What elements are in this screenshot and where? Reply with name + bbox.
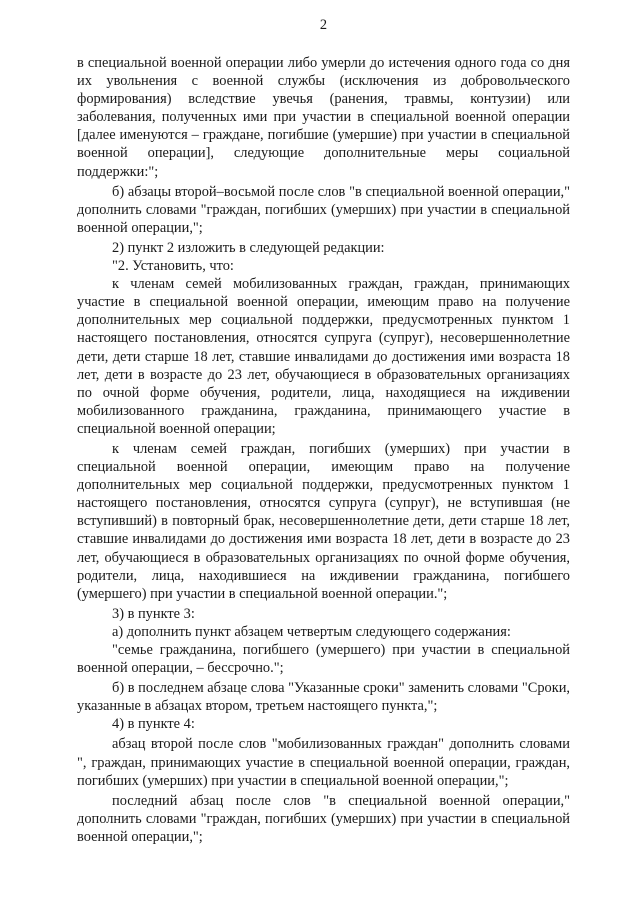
paragraph-item-3b: б) в последнем абзаце слова "Указанные сроки" заменить словами "Сроки, указанные в абзацах втором, третьем настоящего пункта,"; bbox=[77, 680, 570, 715]
paragraph-item-b: б) абзацы второй–восьмой после слов "в специальной военной операции," дополнить словами "граждан, погибших (умерших) при участии в специальной военной операции,"; bbox=[77, 183, 570, 236]
paragraph-item-3: 3) в пункте 3: bbox=[112, 605, 195, 622]
paragraph-item-4-last: последний абзац после слов "в специальной военной операции," дополнить словами "граждан, погибших (умерших) при участии в специальной военной операции,"; bbox=[77, 792, 570, 845]
paragraph-mobilized-families: к членам семей мобилизованных граждан, граждан, принимающих участие в специальной военной операции, имеющим право на получение дополнительных мер социальной поддержки, предусмотренных пунктом 1 настоящего постановления, относятся супруга (супруг), несовершеннолетние дети, дети старше 18 лет, ставшие инвалидами до достижения ими возраста 18 лет, дети в возрасте до 23 лет, обучающиеся в образовательных организациях по очной форме обучения, родители, лица, находящиеся на иждивении мобилизованного гражданина, гражданина, принимающего участие в специальной военной операции; bbox=[77, 276, 570, 437]
paragraph-indefinite: "семье гражданина, погибшего (умершего) при участии в специальной военной операции, – бессрочно."; bbox=[77, 642, 570, 677]
paragraph-quote-start: "2. Установить, что: bbox=[112, 258, 234, 275]
paragraph-item-2: 2) пункт 2 изложить в следующей редакции: bbox=[112, 239, 385, 256]
paragraph-item-3a: а) дополнить пункт абзацем четвертым следующего содержания: bbox=[112, 623, 511, 640]
paragraph-item-4-second: абзац второй после слов "мобилизованных граждан" дополнить словами ", граждан, принимающих участие в специальной военной операции, граждан, погибших (умерших) при участии в специальной военной операции,"; bbox=[77, 736, 570, 789]
page-number: 2 bbox=[319, 17, 328, 33]
document-body bbox=[77, 54, 570, 846]
paragraph-continuation: в специальной военной операции либо умерли до истечения одного года со дня их увольнения с военной службы (исключения из добровольческого формирования) вследствие увечья (ранения, травмы, контузии) или заболевания, полученных ими при участии в специальной военной операции [далее именуются – граждане, погибшие (умершие) при участии в специальной военной операции], следующие дополнительные меры социальной поддержки:"; bbox=[77, 55, 570, 180]
paragraph-deceased-families: к членам семей граждан, погибших (умерших) при участии в специальной военной операции, имеющим право на получение дополнительных мер социальной поддержки, предусмотренных пунктом 1 настоящего постановления, относятся супруга (супруг), не вступившая (не вступивший) в повторный брак, несовершеннолетние дети, дети старше 18 лет, ставшие инвалидами до достижения ими возраста 18 лет, дети в возрасте до 23 лет, обучающиеся в образовательных организациях по очной форме обучения, родители, лица, находившиеся на иждивении гражданина, погибшего (умершего) при участии в специальной военной операции."; bbox=[77, 440, 570, 602]
paragraph-item-4: 4) в пункте 4: bbox=[112, 716, 195, 733]
